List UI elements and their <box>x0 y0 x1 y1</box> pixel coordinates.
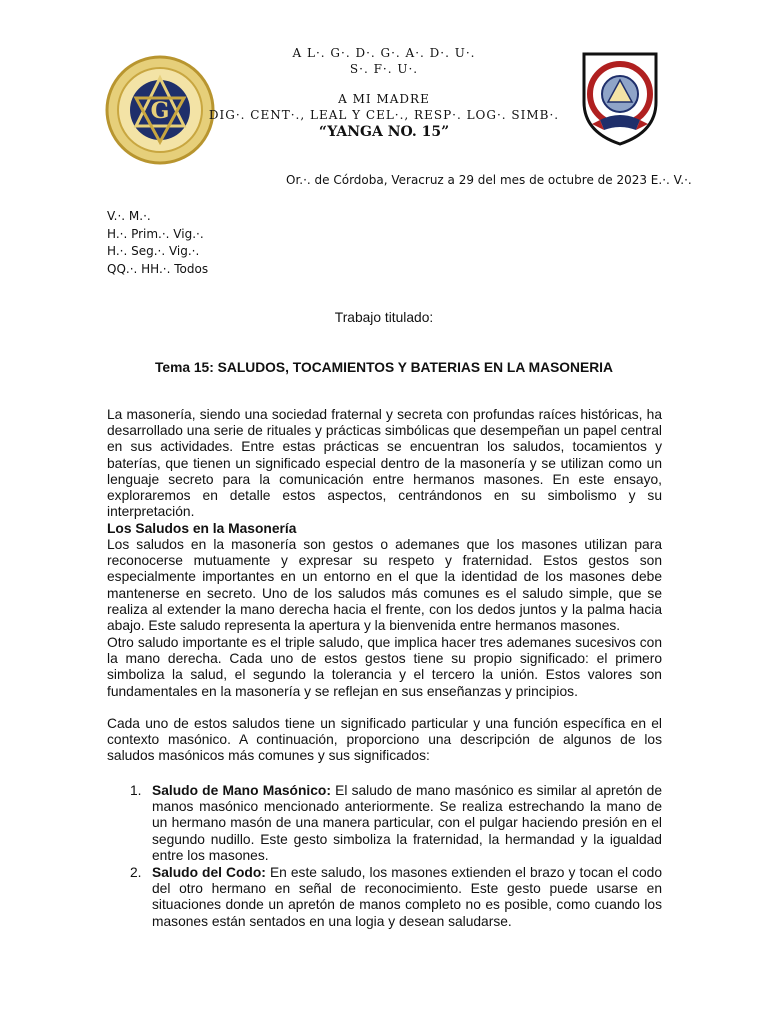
list-item <box>130 865 662 930</box>
header-line-1: A L·. G·. D·. G·. A·. D·. U·. <box>292 46 476 60</box>
emblem-g-letter: G <box>150 98 170 124</box>
theme-title: Tema 15: SALUDOS, TOCAMIENTOS Y BATERIAS EN LA MASONERIA <box>155 360 613 375</box>
list-number: 1. <box>130 783 142 798</box>
list-item-title: Saludo de Mano Masónico: <box>152 783 331 798</box>
salutation-line: QQ.·. HH.·. Todos <box>107 261 209 276</box>
list-number: 2. <box>130 865 142 880</box>
section-heading: Los Saludos en la Masonería <box>107 521 297 536</box>
work-label: Trabajo titulado: <box>334 310 434 325</box>
lodge-name: “YANGA NO. 15” <box>318 124 450 140</box>
list-item-title: Saludo del Codo: <box>152 865 266 880</box>
salutations <box>107 208 208 278</box>
list-item-text: El saludo de mano masónico es similar al apretón de manos masónico mencionado anteriormente. Se realiza estrechando la mano de un hermano masón de una manera particular, con el pulgar haciendo presión en el segundo nudillo. Este gesto simboliza la fraternidad, la hermandad y la igualdad entre los masones. <box>152 783 662 863</box>
header-line-3: A MI MADRE <box>338 92 430 106</box>
salutation-line: H.·. Seg.·. Vig.·. <box>107 244 200 258</box>
header-line-2: S·. F·. U·. <box>349 62 419 76</box>
salutation-line: H.·. Prim.·. Vig.·. <box>107 226 204 241</box>
section-paragraph-1: Los saludos en la masonería son gestos o ademanes que los masones utilizan para reconocerse mutuamente y expresar su respeto y fraternidad. Estos gestos son especialmente importantes en un entorno en el que la identidad de los masones debe mantenerse en secreto. Uno de los saludos más comunes es el saludo simple, que se realiza al extender la mano derecha hacia el frente, con los dedos juntos y la palma hacia abajo. Este saludo representa la apertura y la bienvenida entre hermanos masones. <box>107 537 662 634</box>
list-item <box>130 783 662 864</box>
salutation-line: V.·. M.·. <box>107 209 151 223</box>
list-item-text: En este saludo, los masones extienden el brazo y tocan el codo del otro hermano en señal de reconocimiento. Este gesto puede usarse en situaciones donde un apretón de manos completo no es posible, como cuando los masones están sentados en una logia y desean saludarse. <box>152 865 662 929</box>
section-paragraph-3: Cada uno de estos saludos tiene un significado particular y una función específica en el contexto masónico. A continuación, proporciono una descripción de algunos de los saludos masónicos más comunes y sus significados: <box>107 716 662 764</box>
section-paragraph-2: Otro saludo importante es el triple saludo, que implica hacer tres ademanes sucesivos con la mano derecha. Cada uno de estos gestos tiene su propio significado: el primero simboliza la salud, el segundo la tolerancia y el tercero la unión. Estos valores son fundamentales en la masonería y se reflejan en sus enseñanzas y principios. <box>107 635 662 699</box>
header-line-4: DIG·. CENT·., LEAL Y CEL·., RESP·. LOG·. SIMB·. <box>208 108 560 122</box>
intro-paragraph: La masonería, siendo una sociedad fraternal y secreta con profundas raíces históricas, ha desarrollado una serie de rituales y prácticas simbólicas que desempeñan un papel central en sus actividades. Entre estas prácticas se encuentran los saludos, tocamientos y baterías, que tienen un significado especial dentro de la masonería y se utilizan como un lenguaje secreto para la comunicación entre hermanos masones. En este ensayo, exploraremos en detalle estos aspectos, centrándonos en su simbolismo y su interpretación. <box>107 407 662 520</box>
date-line: Or.·. de Córdoba, Veracruz a 29 del mes de octubre de 2023 E.·. V.·. <box>286 173 692 187</box>
